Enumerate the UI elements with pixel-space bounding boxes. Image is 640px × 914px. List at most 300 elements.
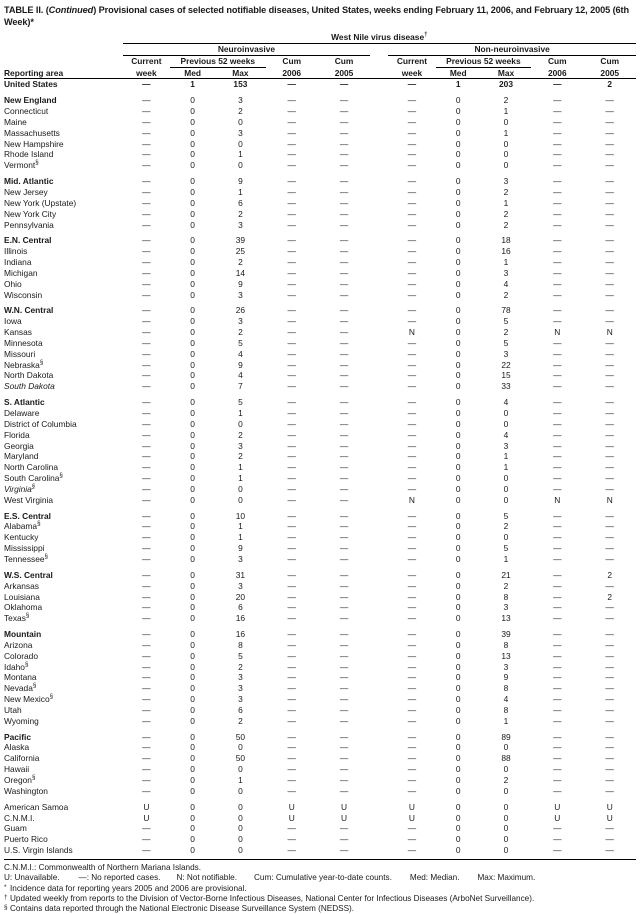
row-label: Minnesota: [4, 337, 43, 348]
cell-nonneuro-current-week: —: [407, 591, 417, 602]
cell-nonneuro-cum-2005: —: [605, 257, 614, 268]
cell-neuro-max: 3: [238, 219, 243, 230]
cell-neuro-cum-2005: —: [339, 715, 349, 726]
row-label: Missouri: [4, 348, 36, 359]
cell-neuro-max: 3: [238, 553, 243, 564]
cell-nonneuro-med: 0: [455, 569, 461, 580]
cell-neuro-max: 0: [238, 845, 243, 856]
cell-neuro-cum-2006: —: [287, 553, 296, 564]
cell-neuro-cum-2005: —: [339, 602, 349, 613]
cell-neuro-med: 0: [190, 591, 195, 602]
cell-neuro-max: 3: [238, 289, 243, 300]
cell-nonneuro-cum-2005: —: [605, 823, 614, 834]
cell-neuro-cum-2006: —: [287, 246, 296, 257]
table-row: [4, 521, 636, 532]
row-label: Puerto Rico: [4, 834, 48, 845]
cell-neuro-med: 0: [190, 176, 195, 187]
table-row: [4, 139, 636, 150]
cell-neuro-current-week: —: [142, 753, 151, 764]
row-label: Nebraska§: [4, 358, 44, 370]
cell-neuro-cum-2005: —: [339, 661, 349, 672]
cell-nonneuro-med: 0: [455, 672, 461, 683]
cell-nonneuro-med: 0: [455, 731, 461, 742]
cell-neuro-med: 0: [190, 370, 195, 381]
cell-neuro-med: 0: [190, 661, 195, 672]
cell-neuro-cum-2006: —: [287, 381, 296, 392]
cell-nonneuro-cum-2006: —: [553, 418, 562, 429]
row-label: Wisconsin: [4, 289, 43, 300]
cell-neuro-cum-2005: —: [339, 834, 349, 845]
cell-neuro-max: 50: [235, 753, 246, 764]
cell-neuro-current-week: —: [142, 176, 151, 187]
footnotes: [4, 863, 636, 914]
cell-neuro-current-week: —: [142, 613, 151, 624]
cell-neuro-max: 2: [238, 429, 243, 440]
cell-neuro-current-week: —: [142, 639, 151, 650]
cell-neuro-cum-2006: —: [287, 440, 296, 451]
cell-nonneuro-cum-2006: —: [553, 775, 562, 785]
cell-nonneuro-cum-2005: —: [605, 715, 614, 726]
cell-nonneuro-med: 0: [455, 483, 461, 494]
cell-neuro-current-week: —: [142, 591, 151, 602]
cell-nonneuro-cum-2005: 2: [607, 591, 613, 602]
cell-nonneuro-cum-2005: —: [605, 289, 614, 300]
cell-neuro-current-week: —: [142, 305, 151, 316]
cell-nonneuro-max: 88: [501, 753, 511, 764]
footnote-dagger: [4, 894, 636, 904]
cell-neuro-cum-2005: —: [339, 845, 349, 856]
header-gap-2: [370, 55, 388, 67]
table-row: [4, 327, 636, 338]
cell-nonneuro-cum-2006: —: [553, 704, 562, 715]
row-label: Connecticut: [4, 106, 49, 117]
cell-nonneuro-med: 0: [455, 305, 461, 316]
table-row: [4, 462, 636, 473]
row-gap: [370, 327, 388, 338]
row-gap: [370, 651, 388, 662]
cell-nonneuro-current-week: —: [407, 510, 417, 521]
cell-nonneuro-current-week: —: [407, 834, 417, 845]
cell-nonneuro-med: 0: [455, 494, 461, 505]
cell-nonneuro-cum-2005: —: [605, 208, 614, 219]
cell-neuro-max: 0: [238, 742, 243, 753]
cell-neuro-current-week: —: [142, 742, 151, 753]
cell-neuro-med: 0: [190, 823, 195, 834]
cell-neuro-cum-2006: —: [287, 694, 296, 705]
table-row: [4, 381, 636, 392]
cell-neuro-cum-2005: —: [339, 753, 349, 764]
cell-nonneuro-current-week: —: [407, 731, 417, 742]
cell-neuro-cum-2006: —: [287, 834, 296, 845]
cell-neuro-cum-2006: —: [287, 79, 296, 90]
cell-neuro-max: 3: [238, 683, 243, 694]
cell-nonneuro-cum-2005: —: [605, 149, 614, 160]
cell-neuro-max: 1: [238, 521, 243, 532]
cell-nonneuro-med: 0: [455, 694, 461, 705]
cell-neuro-med: 0: [190, 731, 195, 742]
header-neuro-prev52: Previous 52 weeks: [170, 55, 266, 67]
cell-neuro-cum-2005: —: [339, 267, 349, 278]
cell-neuro-med: 0: [190, 553, 195, 564]
cell-nonneuro-max: 2: [503, 95, 509, 106]
cell-neuro-med: 0: [190, 95, 195, 106]
cell-nonneuro-cum-2005: N: [606, 494, 613, 505]
def-med: Med: Median.: [409, 873, 460, 883]
cell-nonneuro-med: 0: [455, 359, 461, 370]
cell-nonneuro-max: 1: [503, 553, 509, 564]
cell-nonneuro-max: 8: [503, 704, 509, 715]
cell-nonneuro-max: 1: [503, 462, 509, 473]
cell-neuro-max: 39: [235, 235, 246, 246]
cell-nonneuro-cum-2005: —: [605, 785, 614, 796]
table-row: [4, 834, 636, 845]
cell-neuro-cum-2005: —: [339, 613, 349, 624]
cell-nonneuro-current-week: —: [407, 106, 417, 117]
cell-neuro-cum-2005: —: [339, 580, 349, 591]
cell-nonneuro-cum-2006: N: [554, 327, 561, 338]
row-label: Vermont§: [4, 159, 39, 171]
row-gap: [370, 220, 388, 231]
cell-nonneuro-cum-2006: —: [553, 785, 562, 796]
cell-neuro-cum-2006: —: [287, 305, 296, 316]
cell-nonneuro-cum-2006: —: [553, 429, 562, 440]
table-row: [4, 160, 636, 171]
table-row: [4, 786, 636, 797]
cell-neuro-current-week: —: [142, 408, 151, 418]
cell-neuro-cum-2006: —: [287, 580, 296, 591]
cell-neuro-max: 0: [238, 160, 243, 171]
row-label: Virginia§: [4, 483, 36, 494]
cell-neuro-max: 3: [238, 694, 243, 705]
cell-neuro-cum-2005: —: [339, 823, 349, 834]
cell-nonneuro-current-week: —: [407, 661, 417, 672]
cell-neuro-max: 16: [235, 629, 246, 640]
cell-nonneuro-max: 2: [503, 219, 509, 230]
cell-neuro-current-week: —: [142, 543, 151, 554]
header-neuro-cum2005: 2005: [318, 67, 370, 79]
row-label: W.N. Central: [4, 305, 54, 316]
cell-nonneuro-current-week: —: [407, 418, 417, 429]
cell-nonneuro-current-week: —: [407, 397, 417, 408]
row-label: Florida: [4, 429, 30, 440]
footnote-dagger-marker: †: [4, 893, 8, 901]
header-gap: [370, 43, 388, 55]
cell-nonneuro-max: 9: [503, 672, 509, 683]
cell-nonneuro-cum-2005: —: [605, 661, 614, 672]
cell-nonneuro-cum-2006: —: [553, 451, 562, 462]
cell-nonneuro-med: 0: [455, 267, 461, 278]
footnote-section: [4, 904, 636, 914]
table-row: [4, 246, 636, 257]
cell-neuro-med: 0: [190, 160, 195, 171]
row-gap: [370, 753, 388, 764]
cell-neuro-cum-2005: —: [339, 775, 349, 785]
cell-nonneuro-cum-2005: —: [605, 731, 614, 742]
cell-nonneuro-cum-2005: —: [605, 305, 614, 316]
cell-nonneuro-cum-2005: —: [605, 138, 614, 149]
cell-nonneuro-max: 18: [501, 235, 511, 246]
cell-neuro-current-week: —: [142, 418, 151, 429]
cell-neuro-cum-2005: —: [339, 370, 349, 381]
cell-nonneuro-med: 0: [455, 370, 461, 381]
header-neuro-cum2005-top: Cum: [334, 56, 354, 67]
cell-nonneuro-cum-2005: —: [605, 197, 614, 208]
row-gap: [370, 305, 388, 316]
cell-neuro-cum-2006: —: [287, 683, 296, 694]
cell-neuro-current-week: —: [142, 95, 151, 106]
cell-neuro-max: 2: [238, 257, 243, 268]
cell-nonneuro-med: 0: [455, 246, 461, 257]
table-row: [4, 823, 636, 834]
cell-nonneuro-med: 0: [455, 629, 461, 640]
cell-nonneuro-med: 0: [455, 462, 461, 473]
row-gap: [370, 139, 388, 150]
row-label: Georgia: [4, 440, 34, 451]
cell-neuro-max: 2: [238, 106, 243, 117]
cell-nonneuro-cum-2005: —: [605, 510, 614, 521]
cell-neuro-med: 0: [190, 116, 195, 127]
cell-neuro-cum-2005: —: [339, 672, 349, 683]
table-row: [4, 430, 636, 441]
table-row: [4, 672, 636, 683]
table-row: [4, 220, 636, 231]
cell-neuro-max: 0: [238, 785, 243, 796]
cell-neuro-current-week: —: [142, 602, 151, 613]
row-label: Wyoming: [4, 715, 39, 726]
cell-nonneuro-med: 0: [455, 186, 461, 197]
cell-neuro-med: 0: [190, 613, 195, 624]
cell-neuro-current-week: —: [142, 661, 151, 672]
table-row: [4, 602, 636, 613]
def-max: Max: Maximum.: [477, 873, 536, 883]
cell-neuro-cum-2006: —: [287, 483, 296, 494]
title-continued: Continued: [48, 5, 94, 15]
row-label: United States: [4, 79, 58, 90]
cell-nonneuro-med: 0: [455, 834, 461, 845]
cell-nonneuro-cum-2006: —: [553, 753, 562, 764]
table-row: [4, 473, 636, 484]
cell-neuro-cum-2006: —: [287, 650, 296, 661]
cell-neuro-max: 3: [238, 672, 243, 683]
cell-neuro-cum-2006: —: [287, 639, 296, 650]
row-label: C.N.M.I.: [4, 812, 35, 823]
cell-nonneuro-med: 1: [455, 79, 461, 90]
cell-nonneuro-current-week: —: [407, 672, 417, 683]
header-neuro-week: week: [123, 67, 170, 79]
table-row-united-states: [4, 79, 636, 90]
header-nonneuro-max: Max: [481, 67, 531, 79]
cell-neuro-cum-2005: —: [339, 543, 349, 554]
cell-neuro-med: 0: [190, 127, 195, 138]
cell-neuro-max: 2: [238, 327, 243, 338]
cell-nonneuro-max: 2: [503, 775, 509, 785]
cell-neuro-cum-2006: —: [287, 278, 296, 289]
table-row: [4, 570, 636, 581]
cell-nonneuro-med: 0: [455, 327, 461, 338]
cell-neuro-cum-2005: —: [339, 176, 349, 187]
table-row: [4, 257, 636, 268]
cell-neuro-cum-2005: —: [339, 650, 349, 661]
cell-neuro-med: 0: [190, 569, 195, 580]
cell-neuro-current-week: —: [142, 219, 151, 230]
cell-nonneuro-current-week: —: [407, 704, 417, 715]
cell-nonneuro-cum-2006: —: [553, 532, 562, 543]
cell-neuro-current-week: —: [142, 149, 151, 160]
cell-neuro-med: 0: [190, 106, 195, 117]
row-gap: [370, 716, 388, 727]
cell-neuro-cum-2006: —: [287, 359, 296, 370]
cell-neuro-current-week: —: [142, 451, 151, 462]
cell-nonneuro-cum-2005: —: [605, 186, 614, 197]
cell-neuro-cum-2006: —: [287, 785, 296, 796]
table-row: [4, 209, 636, 220]
cell-neuro-current-week: —: [142, 267, 151, 278]
table-row: [4, 338, 636, 349]
cell-neuro-current-week: —: [142, 494, 151, 505]
cell-nonneuro-current-week: —: [407, 208, 417, 219]
row-gap: [370, 705, 388, 716]
header-row-cols-bottom: [4, 67, 636, 79]
cell-nonneuro-cum-2005: —: [605, 602, 614, 613]
cell-nonneuro-cum-2006: —: [553, 138, 562, 149]
cell-nonneuro-cum-2006: —: [553, 591, 562, 602]
cell-neuro-cum-2006: —: [287, 138, 296, 149]
cell-neuro-med: 0: [190, 327, 195, 338]
cell-neuro-current-week: —: [142, 823, 151, 834]
cell-nonneuro-max: 2: [503, 289, 509, 300]
cell-nonneuro-med: 0: [455, 138, 461, 149]
row-label: Indiana: [4, 257, 32, 268]
cell-neuro-max: 9: [238, 176, 243, 187]
cell-neuro-max: 1: [238, 408, 243, 418]
cell-neuro-max: 0: [238, 483, 243, 494]
cell-nonneuro-cum-2006: —: [553, 359, 562, 370]
cell-neuro-med: 0: [190, 521, 195, 532]
table-row: [4, 451, 636, 462]
cell-neuro-max: 1: [238, 532, 243, 543]
cell-neuro-cum-2005: —: [339, 731, 349, 742]
cell-nonneuro-max: 5: [503, 337, 509, 348]
cell-neuro-max: 0: [238, 418, 243, 429]
cell-neuro-med: 0: [190, 532, 195, 543]
table-row: [4, 408, 636, 419]
cell-nonneuro-med: 0: [455, 397, 461, 408]
row-label: New York (Upstate): [4, 197, 77, 208]
cell-neuro-current-week: —: [142, 116, 151, 127]
cell-neuro-cum-2006: —: [287, 337, 296, 348]
cell-neuro-cum-2005: —: [339, 591, 349, 602]
cell-neuro-cum-2005: —: [339, 418, 349, 429]
cell-nonneuro-current-week: —: [407, 483, 417, 494]
cell-nonneuro-cum-2006: —: [553, 289, 562, 300]
cell-nonneuro-current-week: —: [407, 316, 417, 327]
row-label: Oklahoma: [4, 602, 43, 613]
row-gap: [370, 775, 388, 786]
cell-nonneuro-cum-2005: —: [605, 629, 614, 640]
header-disease-group: West Nile virus disease†: [123, 32, 636, 43]
cell-nonneuro-max: 22: [501, 359, 511, 370]
cell-nonneuro-cum-2006: —: [553, 219, 562, 230]
row-gap: [370, 473, 388, 484]
cell-nonneuro-cum-2006: —: [553, 613, 562, 624]
cell-neuro-current-week: —: [142, 731, 151, 742]
cell-neuro-current-week: —: [142, 106, 151, 117]
cell-neuro-max: 1: [238, 775, 243, 785]
table-row: [4, 290, 636, 301]
cell-neuro-cum-2005: —: [339, 553, 349, 564]
row-label: South Dakota: [4, 381, 55, 392]
cell-nonneuro-current-week: —: [407, 650, 417, 661]
cell-neuro-cum-2006: —: [287, 569, 296, 580]
cell-nonneuro-med: 0: [455, 381, 461, 392]
cell-neuro-max: 2: [238, 208, 243, 219]
cell-nonneuro-max: 0: [503, 483, 509, 494]
cell-neuro-cum-2005: —: [339, 440, 349, 451]
cell-nonneuro-current-week: U: [408, 801, 415, 812]
header-nonneuro-cum2006-top: Cum: [547, 56, 567, 67]
cell-nonneuro-max: 0: [503, 801, 509, 812]
row-label: W.S. Central: [4, 569, 53, 580]
table-row: [4, 705, 636, 716]
cell-nonneuro-med: 0: [455, 95, 461, 106]
cell-nonneuro-max: 0: [503, 742, 509, 753]
row-gap: [370, 408, 388, 419]
cell-neuro-med: 0: [190, 451, 195, 462]
cell-neuro-cum-2006: —: [287, 429, 296, 440]
cell-nonneuro-cum-2005: —: [605, 397, 614, 408]
cell-neuro-current-week: —: [142, 775, 151, 785]
cell-nonneuro-current-week: —: [407, 176, 417, 187]
cell-nonneuro-max: 203: [499, 79, 513, 90]
row-gap: [370, 95, 388, 106]
cell-neuro-current-week: U: [143, 801, 150, 812]
cell-neuro-max: 0: [238, 494, 243, 505]
cell-neuro-med: 0: [190, 602, 195, 613]
cell-nonneuro-med: 0: [455, 580, 461, 591]
row-gap: [370, 235, 388, 246]
cell-neuro-max: 1: [238, 473, 243, 484]
cell-nonneuro-cum-2006: —: [553, 381, 562, 392]
cell-neuro-med: 0: [190, 704, 195, 715]
cell-neuro-cum-2006: —: [287, 160, 296, 171]
row-gap: [370, 554, 388, 565]
footnote-star-text: Incidence data for reporting years 2005 and 2006 are provisional.: [10, 883, 247, 893]
cell-nonneuro-current-week: —: [407, 116, 417, 127]
table-row: [4, 495, 636, 506]
cell-nonneuro-current-week: —: [407, 785, 417, 796]
cell-neuro-cum-2005: —: [339, 462, 349, 473]
cell-neuro-current-week: —: [142, 785, 151, 796]
cell-nonneuro-cum-2006: —: [553, 116, 562, 127]
cell-nonneuro-cum-2006: —: [553, 197, 562, 208]
cell-neuro-med: 0: [190, 742, 195, 753]
cell-neuro-med: 0: [190, 440, 195, 451]
cell-neuro-max: 0: [238, 116, 243, 127]
row-gap: [370, 484, 388, 495]
cell-neuro-cum-2005: —: [339, 408, 349, 418]
cell-neuro-max: 20: [235, 591, 246, 602]
cell-neuro-cum-2006: —: [287, 845, 296, 856]
table-row: [4, 511, 636, 522]
row-gap: [370, 198, 388, 209]
cell-neuro-cum-2005: —: [339, 208, 349, 219]
cell-neuro-med: 0: [190, 418, 195, 429]
cell-neuro-cum-2006: —: [287, 462, 296, 473]
cell-neuro-cum-2005: —: [339, 429, 349, 440]
cell-neuro-max: 1: [238, 186, 243, 197]
cell-nonneuro-current-week: —: [407, 359, 417, 370]
footnote-star: [4, 884, 636, 894]
